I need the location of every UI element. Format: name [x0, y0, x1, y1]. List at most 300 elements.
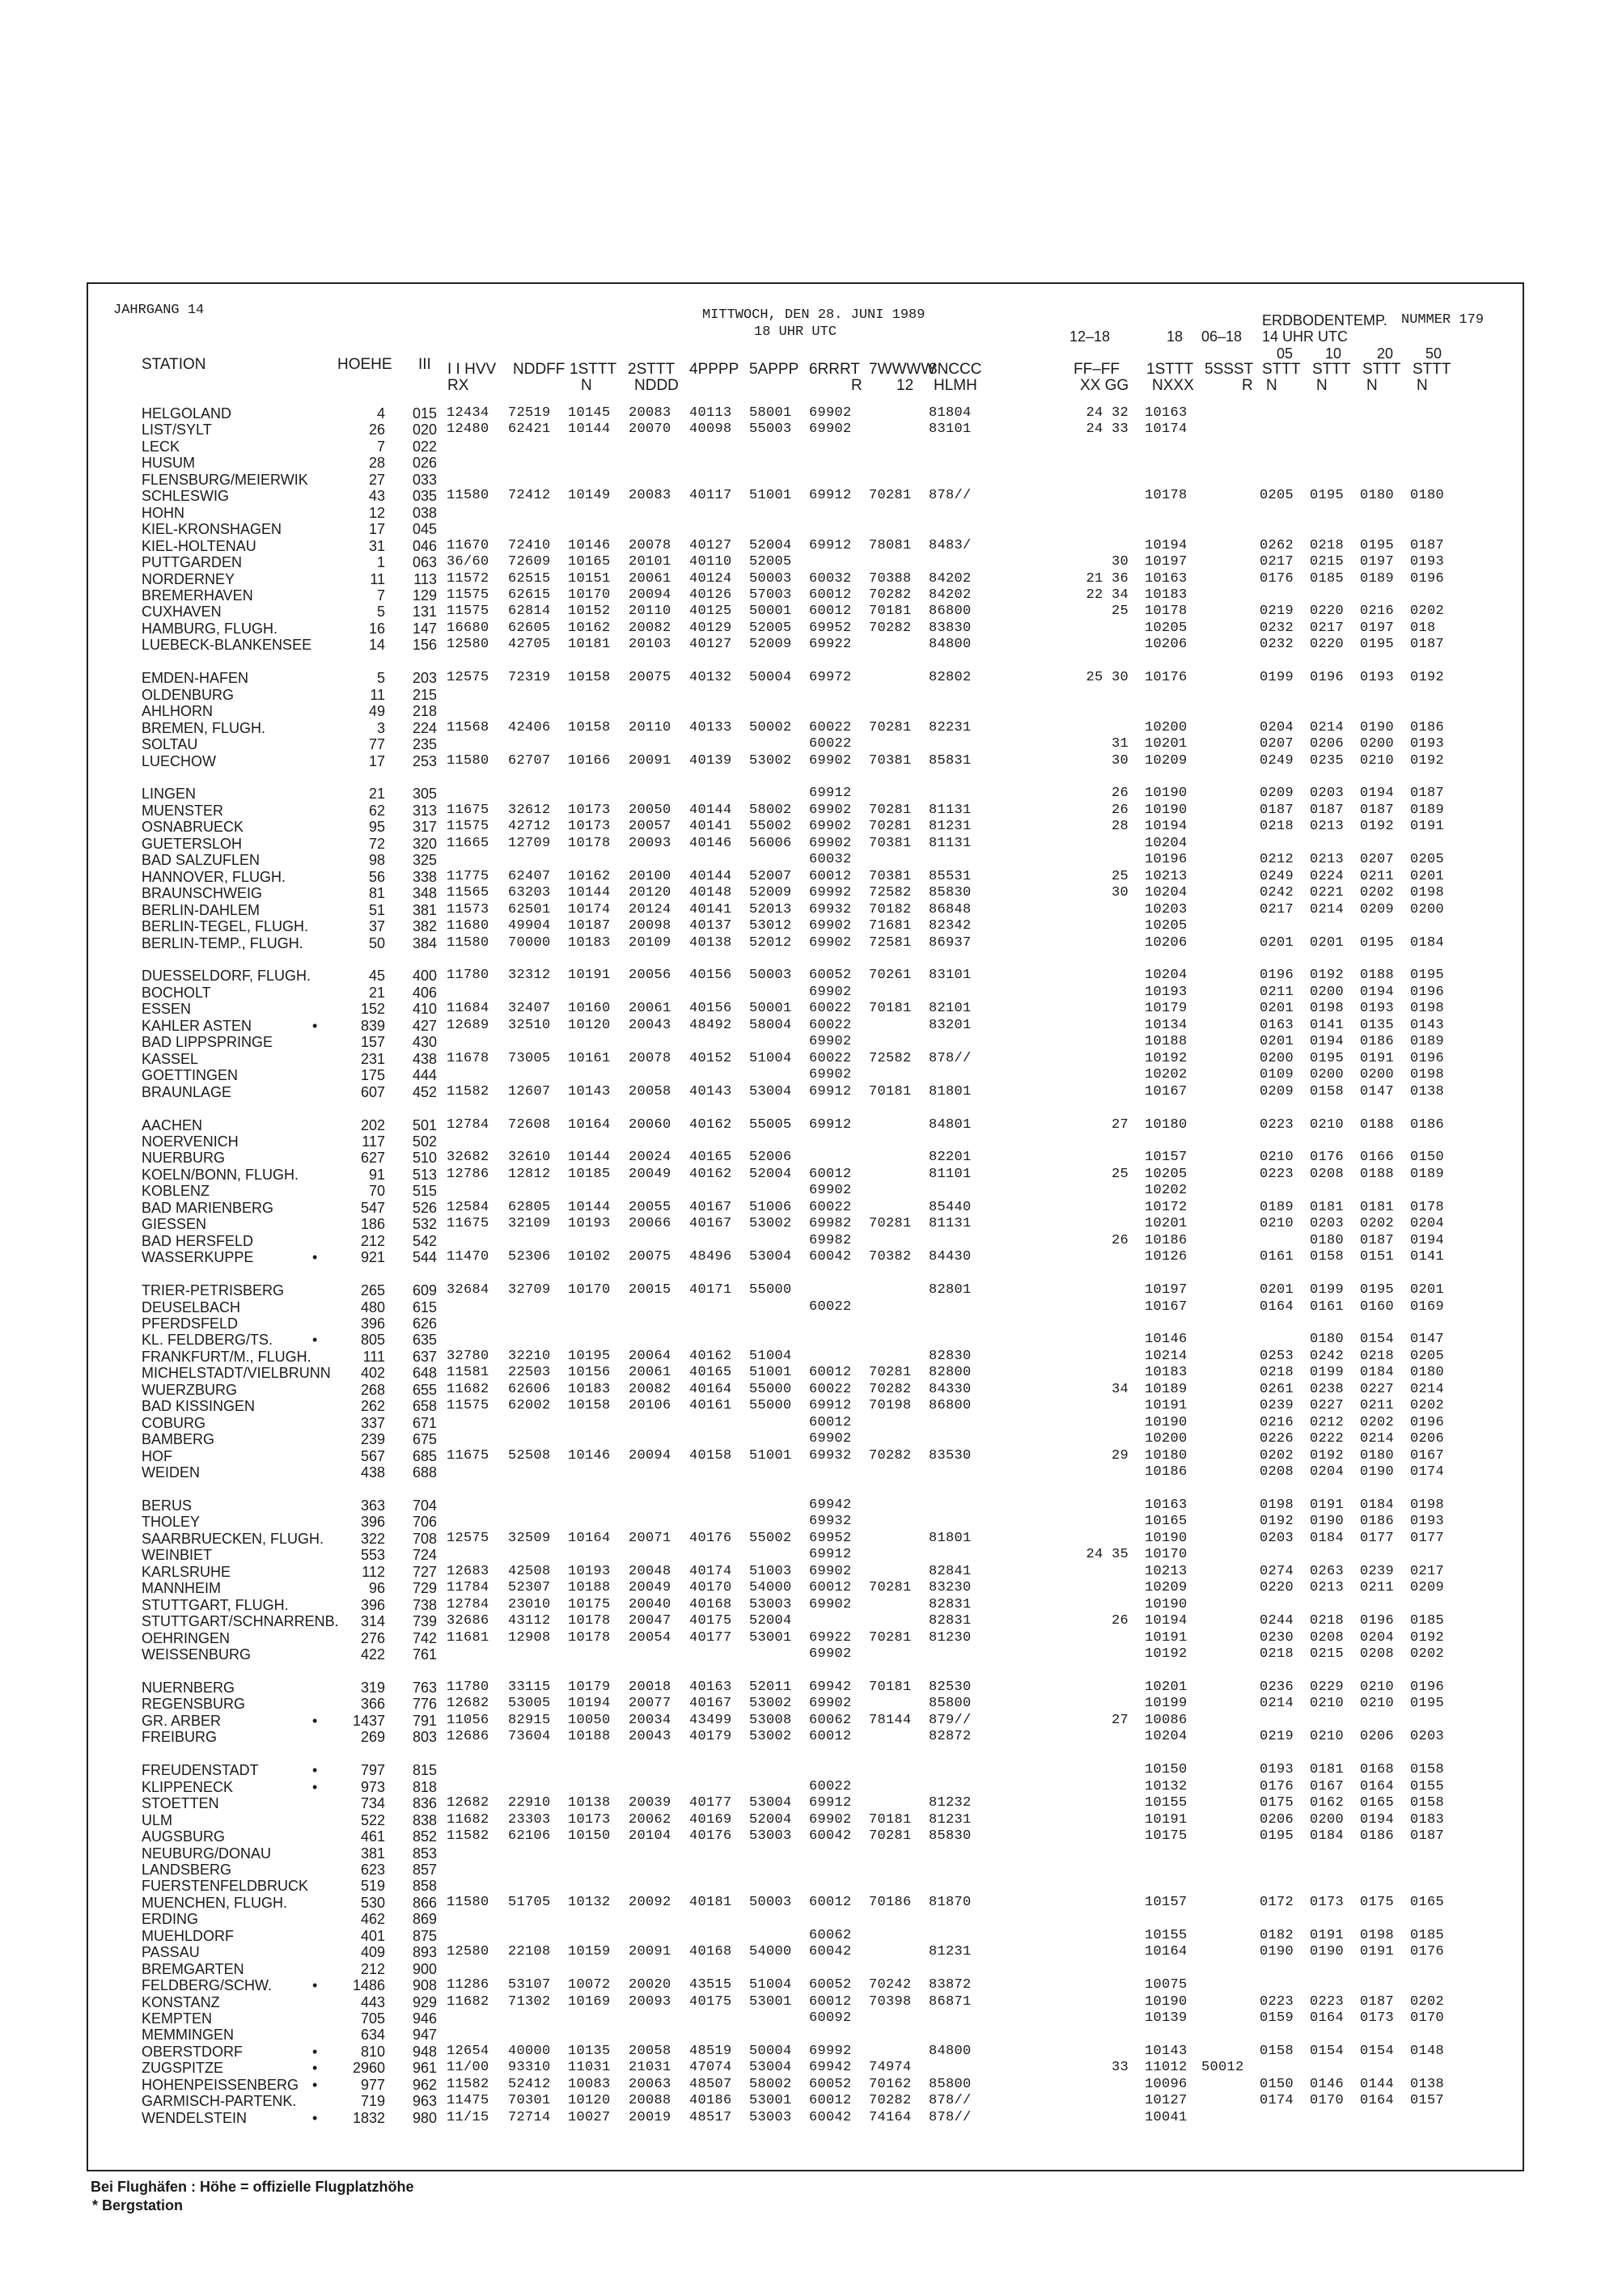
- synop-group-2: 12908: [508, 1630, 551, 1646]
- synop-group-6: 50001: [749, 604, 792, 619]
- synop-group-2: 62407: [508, 869, 551, 884]
- station-name: KIEL-HOLTENAU: [142, 538, 256, 554]
- synop-group-7: 69902: [809, 836, 852, 851]
- soil-temp-3: 0197: [1360, 554, 1395, 570]
- synop-group-9: 878//: [929, 2093, 972, 2108]
- synop-group-7: 69932: [809, 1448, 852, 1464]
- station-id: 803: [412, 1729, 437, 1745]
- station-name: WENDELSTEIN: [142, 2110, 248, 2126]
- station-height: 81: [368, 885, 385, 901]
- mountain-station-marker: •: [312, 1762, 318, 1778]
- synop-group-6: 51003: [749, 1564, 792, 1579]
- tmax-group: 10167: [1145, 1299, 1188, 1315]
- synop-group-1: 11784: [447, 1580, 489, 1595]
- station-name: BAD MARIENBERG: [142, 1200, 274, 1216]
- synop-group-9: 81801: [929, 1084, 972, 1099]
- station-name: NEUBURG/DONAU: [142, 1845, 272, 1862]
- synop-group-7: 69942: [809, 1680, 852, 1695]
- soil-temp-1: 0216: [1260, 1415, 1294, 1430]
- table-row: [0, 1911, 1618, 1927]
- soil-temp-4: 0196: [1410, 1415, 1445, 1430]
- tmax-group: 10086: [1145, 1713, 1188, 1728]
- table-row: [0, 1961, 1618, 1977]
- soil-temp-2: 0184: [1310, 1828, 1345, 1844]
- footnote-airport-height: Bei Flughäfen : Höhe = offizielle Flugplatzhöhe: [91, 2179, 414, 2195]
- station-height: 396: [360, 1597, 385, 1613]
- table-row: [0, 1200, 1618, 1216]
- station-height: 705: [360, 2010, 385, 2027]
- mountain-station-marker: •: [312, 1018, 318, 1034]
- synop-group-9: 81232: [929, 1795, 972, 1811]
- soil-temp-1: 0230: [1260, 1630, 1294, 1646]
- station-id: 858: [412, 1878, 437, 1894]
- synop-group-7: 60012: [809, 1994, 852, 2010]
- soil-temp-3: 0227: [1360, 1382, 1395, 1397]
- station-height: 797: [360, 1762, 385, 1778]
- synop-group-4: 20049: [629, 1580, 671, 1595]
- soil-temp-1: 0223: [1260, 1994, 1294, 2010]
- table-row: [0, 1001, 1618, 1017]
- gust-ff: 27: [1111, 1713, 1129, 1728]
- station-height: 810: [360, 2044, 385, 2060]
- tmax-group: 10183: [1145, 587, 1188, 603]
- station-name: HELGOLAND: [142, 405, 232, 421]
- station-name: ERDING: [142, 1911, 199, 1927]
- soil-temp-2: 0203: [1310, 786, 1345, 801]
- synop-group-6: 52012: [749, 935, 792, 951]
- synop-group-6: 53002: [749, 753, 792, 769]
- table-row: [0, 554, 1618, 570]
- soil-temp-4: 0202: [1410, 1398, 1445, 1413]
- synop-group-6: 50003: [749, 571, 792, 587]
- soil-temp-3: 0151: [1360, 1249, 1395, 1264]
- synop-group-4: 20094: [629, 1448, 671, 1464]
- station-height: 45: [368, 968, 385, 984]
- soil-temp-3: 0144: [1360, 2077, 1395, 2092]
- soil-temp-3: 0207: [1360, 852, 1395, 867]
- soil-temp-1: 0223: [1260, 1167, 1294, 1182]
- col-c16b: N: [1417, 377, 1428, 394]
- synop-group-7: 69902: [809, 1564, 852, 1579]
- synop-group-5: 40158: [689, 1448, 732, 1464]
- table-row: [0, 2044, 1618, 2060]
- station-height: 1832: [352, 2110, 385, 2126]
- station-name: BERLIN-DAHLEM: [142, 902, 260, 918]
- soil-temp-4: 0193: [1410, 1514, 1445, 1529]
- synop-group-5: 40176: [689, 1828, 732, 1844]
- period-06-18: 06–18: [1201, 328, 1243, 345]
- soil-temp-2: 0213: [1310, 1580, 1345, 1595]
- synop-group-6: 58002: [749, 803, 792, 818]
- synop-group-2: 62615: [508, 587, 551, 603]
- synop-group-1: 11582: [447, 1084, 489, 1099]
- tmax-group: 10196: [1145, 852, 1188, 867]
- synop-group-2: 71302: [508, 1994, 551, 2010]
- soil-temp-1: 0239: [1260, 1398, 1294, 1413]
- station-id: 063: [412, 554, 437, 570]
- tmax-group: 10157: [1145, 1895, 1188, 1910]
- station-name: KASSEL: [142, 1051, 199, 1067]
- soil-temp-2: 0229: [1310, 1680, 1345, 1695]
- station-name: OLDENBURG: [142, 687, 235, 703]
- synop-group-3: 10165: [568, 554, 611, 570]
- synop-group-2: 70301: [508, 2093, 551, 2108]
- soil-temp-1: 0159: [1260, 2010, 1294, 2026]
- station-height: 1437: [352, 1713, 385, 1729]
- tmax-group: 10165: [1145, 1514, 1188, 1529]
- station-name: KL. FELDBERG/TS.: [142, 1332, 273, 1348]
- table-row: [0, 1779, 1618, 1795]
- synop-group-5: 40162: [689, 1167, 732, 1182]
- synop-group-3: 10183: [568, 935, 611, 951]
- synop-group-3: 10178: [568, 836, 611, 851]
- station-height: 212: [360, 1961, 385, 1977]
- synop-group-6: 53003: [749, 1597, 792, 1612]
- synop-group-2: 12607: [508, 1084, 551, 1099]
- synop-group-4: 20060: [629, 1117, 671, 1133]
- tmax-group: 10191: [1145, 1630, 1188, 1646]
- soil-temp-3: 0211: [1360, 869, 1395, 884]
- synop-group-3: 10193: [568, 1564, 611, 1579]
- soil-temp-3: 0195: [1360, 637, 1395, 652]
- synop-group-3: 10178: [568, 1630, 611, 1646]
- soil-temp-4: 0180: [1410, 488, 1445, 503]
- soil-temp-1: 0201: [1260, 1001, 1294, 1016]
- synop-group-2: 49904: [508, 918, 551, 934]
- synop-group-1: 12434: [447, 405, 489, 421]
- station-name: ESSEN: [142, 1001, 192, 1017]
- station-height: 17: [368, 521, 385, 537]
- table-row: [0, 2110, 1618, 2126]
- synop-group-5: 40177: [689, 1795, 732, 1811]
- soil-temp-3: 0194: [1360, 786, 1395, 801]
- station-id: 382: [412, 918, 437, 934]
- gust-ff: 24 35: [1086, 1547, 1129, 1562]
- station-name: THOLEY: [142, 1514, 201, 1530]
- station-height: 547: [360, 1200, 385, 1216]
- station-name: BAD SALZUFLEN: [142, 852, 260, 868]
- soil-temp-3: 0188: [1360, 1117, 1395, 1133]
- soil-temp-4: 0138: [1410, 2077, 1445, 2092]
- station-id: 542: [412, 1233, 437, 1249]
- synop-group-9: 84202: [929, 571, 972, 587]
- station-name: BAD HERSFELD: [142, 1233, 254, 1249]
- synop-group-9: 82201: [929, 1150, 972, 1165]
- soil-temp-3: 0184: [1360, 1497, 1395, 1513]
- station-id: 147: [412, 621, 437, 637]
- table-row: [0, 852, 1618, 868]
- soil-temp-3: 0209: [1360, 902, 1395, 917]
- synop-group-5: 40161: [689, 1398, 732, 1413]
- synop-group-1: 11575: [447, 1398, 489, 1413]
- synop-group-3: 10150: [568, 1828, 611, 1844]
- synop-group-7: 60062: [809, 1713, 852, 1728]
- table-row: [0, 1415, 1618, 1431]
- station-name: FREUDENSTADT: [142, 1762, 259, 1778]
- soil-temp-4: 0196: [1410, 1680, 1445, 1695]
- snow-group: 50012: [1201, 2060, 1244, 2075]
- station-height: 51: [368, 902, 385, 918]
- synop-group-8: 70242: [869, 1977, 912, 1993]
- station-id: 410: [412, 1001, 437, 1017]
- synop-group-6: 53008: [749, 1713, 792, 1728]
- synop-group-6: 53001: [749, 1630, 792, 1646]
- synop-group-4: 20120: [629, 885, 671, 900]
- soil-temp-4: 0158: [1410, 1795, 1445, 1811]
- gust-ff: 25: [1111, 1167, 1129, 1182]
- station-name: WEINBIET: [142, 1547, 213, 1563]
- synop-group-5: 40177: [689, 1630, 732, 1646]
- soil-temp-2: 0238: [1310, 1382, 1345, 1397]
- tmax-group: 10194: [1145, 1613, 1188, 1629]
- station-height: 117: [362, 1133, 385, 1150]
- tmax-group: 10164: [1145, 1944, 1188, 1959]
- synop-group-1: 12689: [447, 1018, 489, 1033]
- synop-group-3: 10151: [568, 571, 611, 587]
- station-height: 27: [368, 472, 385, 488]
- station-height: 401: [360, 1928, 385, 1944]
- soil-temp-2: 0220: [1310, 604, 1345, 619]
- period-18: 18: [1167, 328, 1184, 345]
- station-name: MUENCHEN, FLUGH.: [142, 1895, 288, 1911]
- synop-group-2: 62606: [508, 1382, 551, 1397]
- soil-temp-1: 0176: [1260, 571, 1294, 587]
- synop-group-1: 11/15: [447, 2110, 489, 2125]
- station-name: HOHENPEISSENBERG: [142, 2077, 299, 2093]
- gust-ff: 25: [1111, 869, 1129, 884]
- synop-group-4: 20024: [629, 1150, 671, 1165]
- synop-group-2: 62515: [508, 571, 551, 587]
- synop-group-1: 12784: [447, 1117, 489, 1133]
- table-row: [0, 621, 1618, 637]
- synop-group-1: 11580: [447, 1895, 489, 1910]
- synop-group-5: 40110: [689, 554, 732, 570]
- synop-group-9: 85440: [929, 1200, 972, 1215]
- synop-group-9: 81131: [929, 803, 972, 818]
- soil-temp-4: 0209: [1410, 1580, 1445, 1595]
- table-row: [0, 736, 1618, 752]
- synop-group-2: 70000: [508, 935, 551, 951]
- soil-temp-3: 0147: [1360, 1084, 1395, 1099]
- station-id: 501: [412, 1117, 437, 1133]
- station-id: 532: [412, 1216, 437, 1232]
- synop-group-1: 12682: [447, 1795, 489, 1811]
- synop-group-3: 10169: [568, 1994, 611, 2010]
- synop-group-2: 32510: [508, 1018, 551, 1033]
- tmax-group: 10157: [1145, 1150, 1188, 1165]
- station-name: STUTTGART, FLUGH.: [142, 1597, 289, 1613]
- table-row: [0, 1514, 1618, 1530]
- table-row: [0, 1646, 1618, 1663]
- station-height: 530: [360, 1895, 385, 1911]
- tmax-group: 10200: [1145, 1431, 1188, 1447]
- station-height: 627: [360, 1150, 385, 1166]
- synop-group-5: 40138: [689, 935, 732, 951]
- soil-temp-4: 0158: [1410, 1762, 1445, 1777]
- synop-group-5: 48492: [689, 1018, 732, 1033]
- station-height: 461: [360, 1828, 385, 1845]
- soil-temp-2: 0190: [1310, 1944, 1345, 1959]
- table-row: [0, 1795, 1618, 1811]
- col-c13b: N: [1266, 377, 1277, 394]
- synop-group-6: 50004: [749, 2044, 792, 2059]
- soil-temp-4: 0178: [1410, 1200, 1445, 1215]
- soil-temp-3: 0191: [1360, 1944, 1395, 1959]
- synop-group-6: 52005: [749, 554, 792, 570]
- station-name: FRANKFURT/M., FLUGH.: [142, 1349, 311, 1365]
- synop-group-1: 11580: [447, 935, 489, 951]
- synop-group-1: 11682: [447, 1382, 489, 1397]
- soil-temp-4: 0192: [1410, 1630, 1445, 1646]
- tmax-group: 10213: [1145, 869, 1188, 884]
- soil-temp-4: 0202: [1410, 1994, 1445, 2010]
- soil-temp-2: 0164: [1310, 2010, 1345, 2026]
- synop-group-3: 10135: [568, 2044, 611, 2059]
- synop-group-3: 10158: [568, 670, 611, 685]
- station-name: BOCHOLT: [142, 985, 211, 1001]
- synop-group-7: 69902: [809, 985, 852, 1000]
- synop-group-6: 53002: [749, 1696, 792, 1711]
- station-id: 742: [412, 1630, 437, 1646]
- tmax-group: 10146: [1145, 1332, 1188, 1347]
- soil-temp-3: 0154: [1360, 1332, 1395, 1347]
- synop-group-5: 40113: [689, 405, 732, 421]
- synop-group-7: 69922: [809, 637, 852, 652]
- tmax-group: 10204: [1145, 1729, 1188, 1744]
- soil-temp-2: 0208: [1310, 1630, 1345, 1646]
- synop-group-3: 10183: [568, 1382, 611, 1397]
- synop-group-7: 60042: [809, 1944, 852, 1959]
- gust-ff: 26: [1111, 786, 1129, 801]
- tmax-group: 10096: [1145, 2077, 1188, 2092]
- synop-group-7: 69932: [809, 1514, 852, 1529]
- soil-temp-4: 0193: [1410, 736, 1445, 752]
- synop-group-3: 10159: [568, 1944, 611, 1959]
- soil-temp-1: 0195: [1260, 1828, 1294, 1844]
- soil-temp-4: 0196: [1410, 571, 1445, 587]
- station-height: 719: [360, 2093, 385, 2109]
- col-c2a: NDDFF: [513, 361, 565, 378]
- synop-group-7: 69902: [809, 935, 852, 951]
- synop-group-2: 32210: [508, 1349, 551, 1364]
- synop-group-5: 40098: [689, 421, 732, 437]
- col-c11a: 1STTT: [1146, 361, 1194, 378]
- station-id: 727: [412, 1564, 437, 1580]
- synop-group-7: 60022: [809, 1779, 852, 1794]
- soil-temp-3: 0193: [1360, 670, 1395, 685]
- soil-temp-2: 0176: [1310, 1150, 1345, 1165]
- soil-temp-2: 0180: [1310, 1233, 1345, 1248]
- tmax-group: 10041: [1145, 2110, 1188, 2125]
- synop-group-6: 52007: [749, 869, 792, 884]
- station-name: FUERSTENFELDBRUCK: [142, 1878, 309, 1894]
- synop-group-2: 93310: [508, 2060, 551, 2075]
- station-id: 430: [412, 1034, 437, 1050]
- tmax-group: 10075: [1145, 1977, 1188, 1993]
- col-c5a: 4PPPP: [689, 361, 739, 378]
- synop-group-3: 10027: [568, 2110, 611, 2125]
- station-name: STOETTEN: [142, 1795, 219, 1811]
- col-c6a: 5APPP: [749, 361, 799, 378]
- soil-temp-1: 0214: [1260, 1696, 1294, 1711]
- synop-group-7: 69942: [809, 1497, 852, 1513]
- station-name: KOBLENZ: [142, 1183, 210, 1199]
- synop-group-1: 12784: [447, 1597, 489, 1612]
- period-12-18: 12–18: [1069, 328, 1111, 345]
- synop-group-7: 60022: [809, 1382, 852, 1397]
- station-id: 948: [412, 2044, 437, 2060]
- station-height: 634: [360, 2027, 385, 2043]
- synop-group-6: 51001: [749, 1448, 792, 1464]
- synop-group-6: 58004: [749, 1018, 792, 1033]
- synop-group-2: 53005: [508, 1696, 551, 1711]
- synop-group-6: 53002: [749, 1729, 792, 1744]
- col-c8a: 7WWWW: [869, 361, 936, 378]
- synop-group-9: 84800: [929, 637, 972, 652]
- synop-group-9: 8483/: [929, 538, 972, 553]
- synop-group-6: 55002: [749, 1531, 792, 1546]
- station-name: PFERDSFELD: [142, 1315, 239, 1332]
- synop-group-4: 20078: [629, 538, 671, 553]
- soil-temp-2: 0191: [1310, 1928, 1345, 1943]
- synop-group-1: 12654: [447, 2044, 489, 2059]
- soil-temp-4: 018: [1410, 621, 1436, 636]
- synop-group-4: 20050: [629, 803, 671, 818]
- synop-group-1: 11470: [447, 1249, 489, 1264]
- soil-temp-4: 0165: [1410, 1895, 1445, 1910]
- station-name: ULM: [142, 1812, 173, 1828]
- synop-group-4: 20048: [629, 1564, 671, 1579]
- synop-group-3: 10161: [568, 1051, 611, 1066]
- synop-group-8: 70181: [869, 1001, 912, 1016]
- soil-temp-1: 0219: [1260, 604, 1294, 619]
- tmax-group: 10143: [1145, 2044, 1188, 2059]
- synop-group-4: 20064: [629, 1349, 671, 1364]
- station-name: BAD LIPPSPRINGE: [142, 1034, 273, 1050]
- station-height: 567: [360, 1448, 385, 1464]
- gust-ff: 25: [1111, 604, 1129, 619]
- station-name: STUTTGART/SCHNARRENB.: [142, 1613, 339, 1629]
- soil-temp-2: 0210: [1310, 1696, 1345, 1711]
- gust-ff: 28: [1111, 819, 1129, 834]
- station-id: 615: [412, 1299, 437, 1315]
- soil-temp-1: 0208: [1260, 1464, 1294, 1480]
- synop-group-1: 32686: [447, 1613, 489, 1629]
- synop-group-6: 50004: [749, 670, 792, 685]
- synop-group-5: 40167: [689, 1200, 732, 1215]
- station-name: OSNABRUECK: [142, 819, 244, 835]
- tmax-group: 10163: [1145, 1497, 1188, 1513]
- table-row: [0, 1547, 1618, 1563]
- synop-group-4: 20039: [629, 1795, 671, 1811]
- synop-group-1: 12580: [447, 637, 489, 652]
- station-name: GOETTINGEN: [142, 1067, 239, 1083]
- table-row: [0, 1150, 1618, 1166]
- station-height: 276: [360, 1630, 385, 1646]
- station-id: 675: [412, 1431, 437, 1447]
- station-name: NORDERNEY: [142, 571, 235, 587]
- station-id: 438: [412, 1051, 437, 1067]
- soil-temp-2: 0158: [1310, 1084, 1345, 1099]
- synop-group-3: 10120: [568, 1018, 611, 1033]
- synop-group-5: 48496: [689, 1249, 732, 1264]
- soil-temp-2: 0201: [1310, 935, 1345, 951]
- synop-group-6: 50003: [749, 968, 792, 983]
- synop-group-1: 11665: [447, 836, 489, 851]
- mountain-station-marker: •: [312, 2060, 318, 2076]
- table-row: [0, 1382, 1618, 1398]
- station-height: 1: [376, 554, 385, 570]
